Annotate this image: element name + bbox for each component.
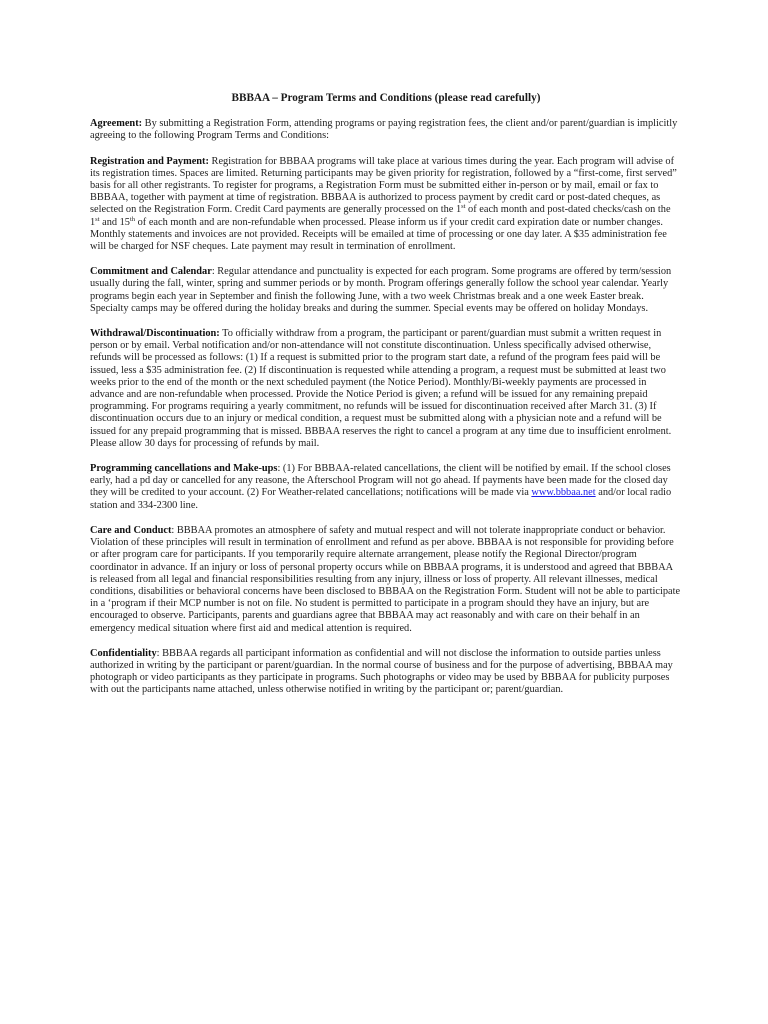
document-page [90, 92, 682, 710]
confidentiality-heading: Confidentiality [90, 647, 157, 659]
care-heading: Care and Conduct [90, 524, 172, 536]
withdrawal-text: To officially withdraw from a program, the participant or parent/guardian must submit a written request in person or by email. Verbal notification and/or non-attendance will not constitute discontinuation. Unless specifically advised otherwise, refunds will be processed as follows: (1) If a request is submitted prior to the program start date, a refund of the program fees paid will be issued, less a $35 administration fee. (2) If discontinuation is requested while attending a program, a request must be submitted at least two weeks prior to the end of the month or the next scheduled payment (the Notice Period). Monthly/Bi-weekly payments are processed in advance and are non-refundable when processed. Provide the Notice Period is given; a refund will be issued for any remaining prepaid programming. For programs requiring a yearly commitment, no refunds will be issued for discontinuation received after March 31. (3) If discontinuation occurs due to an injury or medical condition, a request must be submitted along with a physician note and a refund will be issued for any prepaid programming that is missed. BBBAA reserves the right to cancel a program at any time due to insufficient enrolment. Please allow 30 days for processing of refunds by mail. [90, 328, 672, 449]
withdrawal-section [90, 328, 682, 450]
confidentiality-section [90, 648, 682, 697]
cancellations-text-1: : (1) For BBBAA-related cancellations, the client will be notified by email. If the school closes early, had a pd day or cancelled for any reasone, the Afterschool Program will not go ahead. If payments have been made for the closed day they will be credited to your account. (2) For Weather-related cancellations; notifications will be made via [90, 463, 671, 499]
care-text: : BBBAA promotes an atmosphere of safety and mutual respect and will not tolerate inappropriate conduct or behavior. Violation of these principles will result in termination of enrollment and refund as per above. BBBAA is not responsible for providing before or after program care for participants. If you temporarily require alternate arrangement, please notify the Regional Director/program coordinator in advance. If an injury or loss of personal property occurs while on BBBAA programs, it is understood and agreed that BBBAA is released from all legal and financial responsibilities resulting from any injury, illness or loss of property. All relevant illnesses, medical conditions, disabilities or behavioral concerns have been disclosed to BBBAA on the Registration Form. Student will not be able to participate in a ‘program if their MCP number is not on file. No student is permitted to participate in a program should they have an injury, but are encouraged to observe. Participants, parents and guardians agree that BBBAA may act reasonably and with care on their behalf in an emergency medical situation where first aid and medical attention is required. [90, 524, 681, 634]
registration-sup-3: th [129, 215, 136, 223]
commitment-text: : Regular attendance and punctuality is expected for each program. Some programs are offered by term/session usually during the fall, winter, spring and summer periods or by month. Program offerings generally follow the school year calendar. Yearly programs begin each year in September and finish the following June, with a two week Christmas break and a one week Easter break. Specialty camps may be offered during the holiday breaks and during the summer. Special events may be offered on holiday Mondays. [90, 266, 672, 314]
agreement-heading: Agreement: [90, 118, 143, 130]
registration-text-3: and 15 [99, 216, 130, 228]
commitment-heading: Commitment and Calendar [90, 266, 212, 278]
care-section [90, 525, 682, 635]
agreement-section [90, 118, 682, 142]
agreement-text: By submitting a Registration Form, attending programs or paying registration fees, the client and/or parent/guardian is implicitly agreeing to the following Program Terms and Conditions: [90, 118, 678, 142]
registration-sup-2: st [95, 215, 100, 223]
registration-text-2: of each month and post-dated checks/cash on the 1 [90, 204, 671, 228]
confidentiality-text: : BBBAA regards all participant information as confidential and will not disclose the information to outside parties unless authorized in writing by the participant or parent/guardian. In the normal course of business and for the purpose of advertising, BBBAA may photograph or video participants as they participate in programs. Such photographs or video may be used by BBBAA for publicity purposes with out the participants name attached, unless otherwise notified in writing by the participant or; parent/guardian. [90, 647, 673, 696]
commitment-section [90, 266, 682, 315]
registration-heading: Registration and Payment: [90, 155, 209, 167]
registration-section [90, 156, 682, 254]
cancellations-heading: Programming cancellations and Make-ups [90, 463, 278, 475]
document-title: BBBAA – Program Terms and Conditions (please read carefully) [231, 92, 541, 104]
cancellations-section [90, 463, 682, 512]
withdrawal-heading: Withdrawal/Discontinuation: [90, 328, 220, 340]
registration-sup-1: st [461, 203, 466, 211]
cancellations-text-2: and/or local radio station and 334-2300 line. [90, 487, 672, 511]
registration-text-4: of each month and are non-refundable when processed. Please inform us if your credit card expiration date or number changes. Monthly statements and invoices are not provided. Receipts will be emailed at time of processing or one day later. A $35 administration fee will be charged for NSF cheques. Late payment may result in termination of enrollment. [90, 216, 667, 253]
registration-text-1: Registration for BBBAA programs will take place at various times during the year. Each program will advise of its registration times. Spaces are limited. Returning participants may be given priority for registration, followed by a “first-come, first served” basis for all other registrants. To register for programs, a Registration Form must be submitted either in-person or by mail, email or fax to BBBAA, together with payment at time of registration. BBBAA is authorized to process payment by credit card or post-dated cheques, as selected on the Registration Form. Credit Card payments are generally processed on the 1 [90, 155, 677, 216]
website-link[interactable]: www.bbbaa.net [531, 487, 596, 499]
